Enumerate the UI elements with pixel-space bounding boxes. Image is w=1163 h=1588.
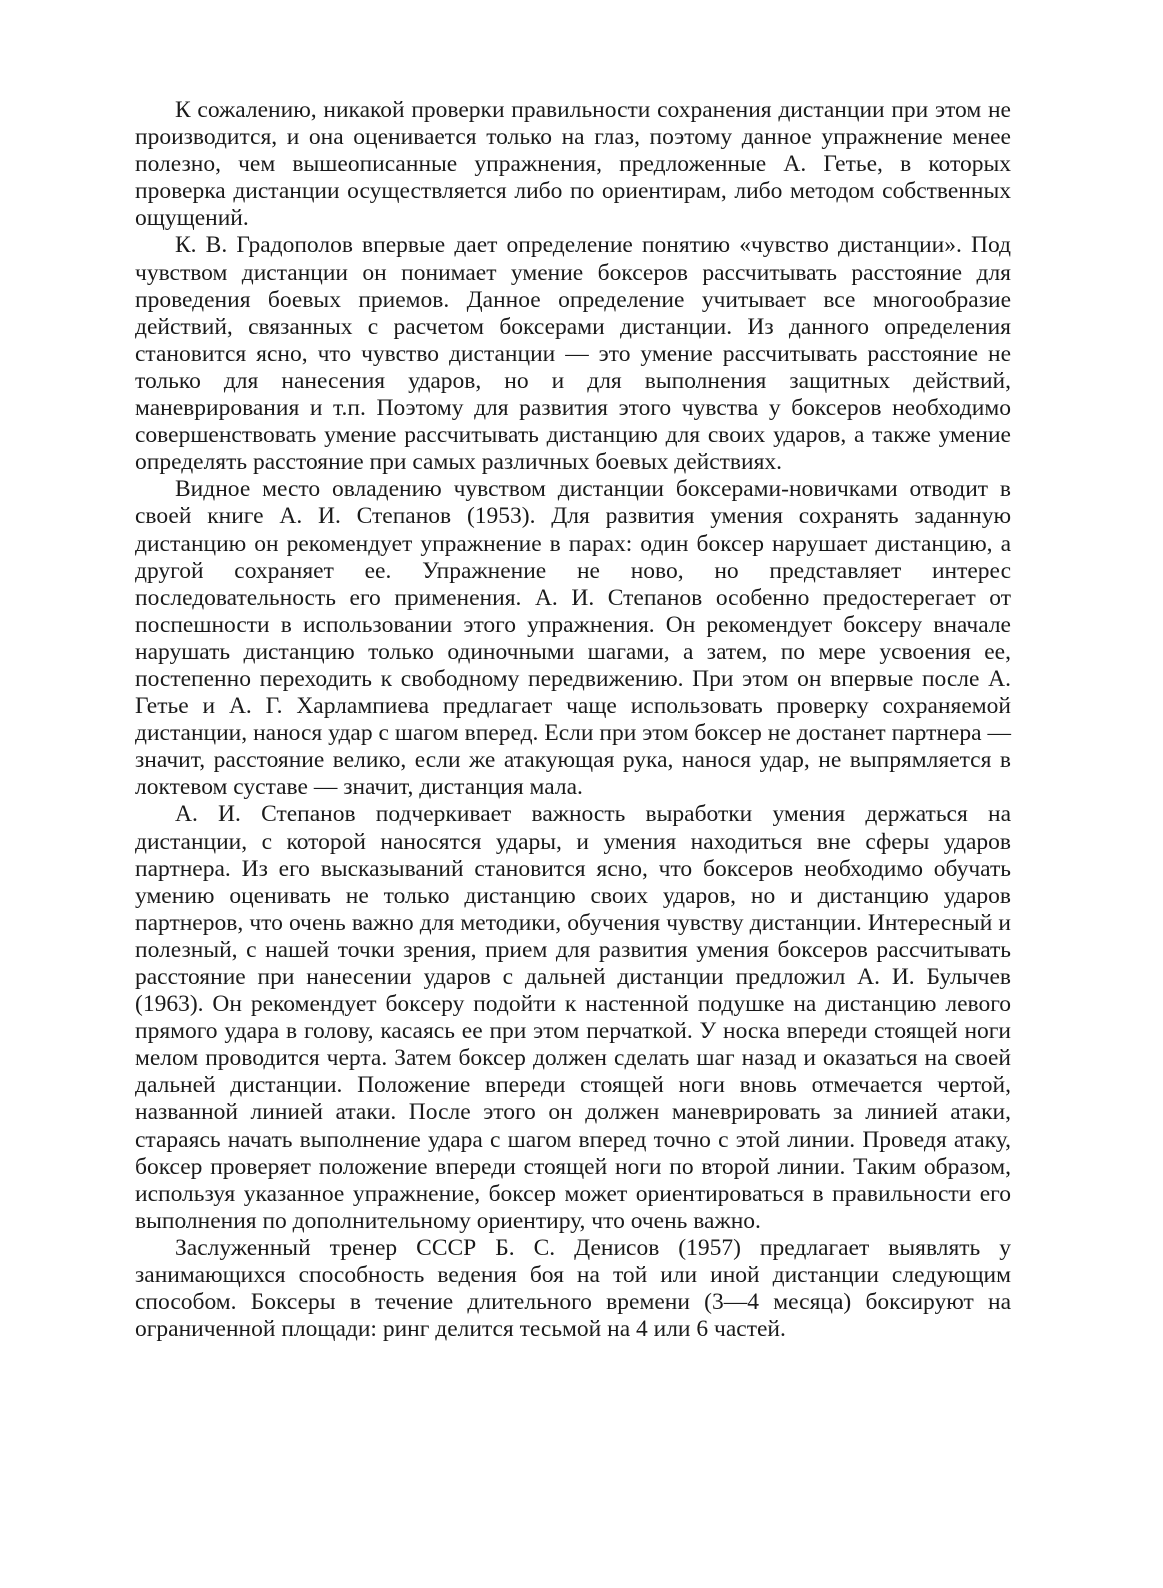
paragraph: К сожалению, никакой проверки правильности сохранения дистанции при этом не производится, и она оценивается только на глаз, поэтому данное упражнение менее полезно, чем вышеописанные упражнения, предложенные А. Гетье, в которых проверка дистанции осуществляется либо по ориентирам, либо методом собственных ощущений. xyxy=(135,97,1011,232)
paragraph: Заслуженный тренер СССР Б. С. Денисов (1957) предлагает выявлять у занимающихся способность ведения боя на той или иной дистанции следующим способом. Боксеры в течение длительного времени (3—4 месяца) боксируют на ограниченной площади: ринг делится тесьмой на 4 или 6 частей. xyxy=(135,1234,1011,1343)
paragraph: А. И. Степанов подчеркивает важность выработки умения держаться на дистанции, с которой наносятся удары, и умения находиться вне сферы ударов партнера. Из его высказываний становится ясно, что боксеров необходимо обучать умению оценивать не только дистанцию своих ударов, но и дистанцию ударов партнеров, что очень важно для методики, обучения чувству дистанции. Интересный и полезный, с нашей точки зрения, прием для развития умения боксеров рассчитывать расстояние при нанесении ударов с дальней дистанции предложил А. И. Булычев (1963). Он рекомендует боксеру подойти к настенной подушке на дистанцию левого прямого удара в голову, касаясь ее при этом перчаткой. У носка впереди стоящей ноги мелом проводится черта. Затем боксер должен сделать шаг назад и оказаться на своей дальней дистанции. Положение впереди стоящей ноги вновь отмечается чертой, названной линией атаки. После этого он должен маневрировать за линией атаки, стараясь начать выполнение удара с шагом вперед точно с этой линии. Проведя атаку, боксер проверяет положение впереди стоящей ноги по второй линии. Таким образом, используя указанное упражнение, боксер может ориентироваться в правильности его выполнения по дополнительному ориентиру, что очень важно. xyxy=(135,801,1011,1234)
body-text xyxy=(135,97,1011,1343)
paragraph: К. В. Градополов впервые дает определение понятию «чувство дистанции». Под чувством дистанции он понимает умение боксеров рассчитывать расстояние для проведения боевых приемов. Данное определение учитывает все многообразие действий, связанных с расчетом боксерами дистанции. Из данного определения становится ясно, что чувство дистанции — это умение рассчитывать расстояние не только для нанесения ударов, но и для выполнения защитных действий, маневрирования и т.п. Поэтому для развития этого чувства у боксеров необходимо совершенствовать умение рассчитывать дистанцию для своих ударов, а также умение определять расстояние при самых различных боевых действиях. xyxy=(135,232,1011,476)
paragraph: Видное место овладению чувством дистанции боксерами-новичками отводит в своей книге А. И. Степанов (1953). Для развития умения сохранять заданную дистанцию он рекомендует упражнение в парах: один боксер нарушает дистанцию, а другой сохраняет ее. Упражнение не ново, но представляет интерес последовательность его применения. А. И. Степанов особенно предостерегает от поспешности в использовании этого упражнения. Он рекомендует боксеру вначале нарушать дистанцию только одиночными шагами, а затем, по мере усвоения ее, постепенно переходить к свободному передвижению. При этом он впервые после А. Гетье и А. Г. Харлампиева предлагает чаще использовать проверку сохраняемой дистанции, нанося удар с шагом вперед. Если при этом боксер не достанет партнера — значит, расстояние велико, если же атакующая рука, нанося удар, не выпрямляется в локтевом суставе — значит, дистанция мала. xyxy=(135,476,1011,801)
